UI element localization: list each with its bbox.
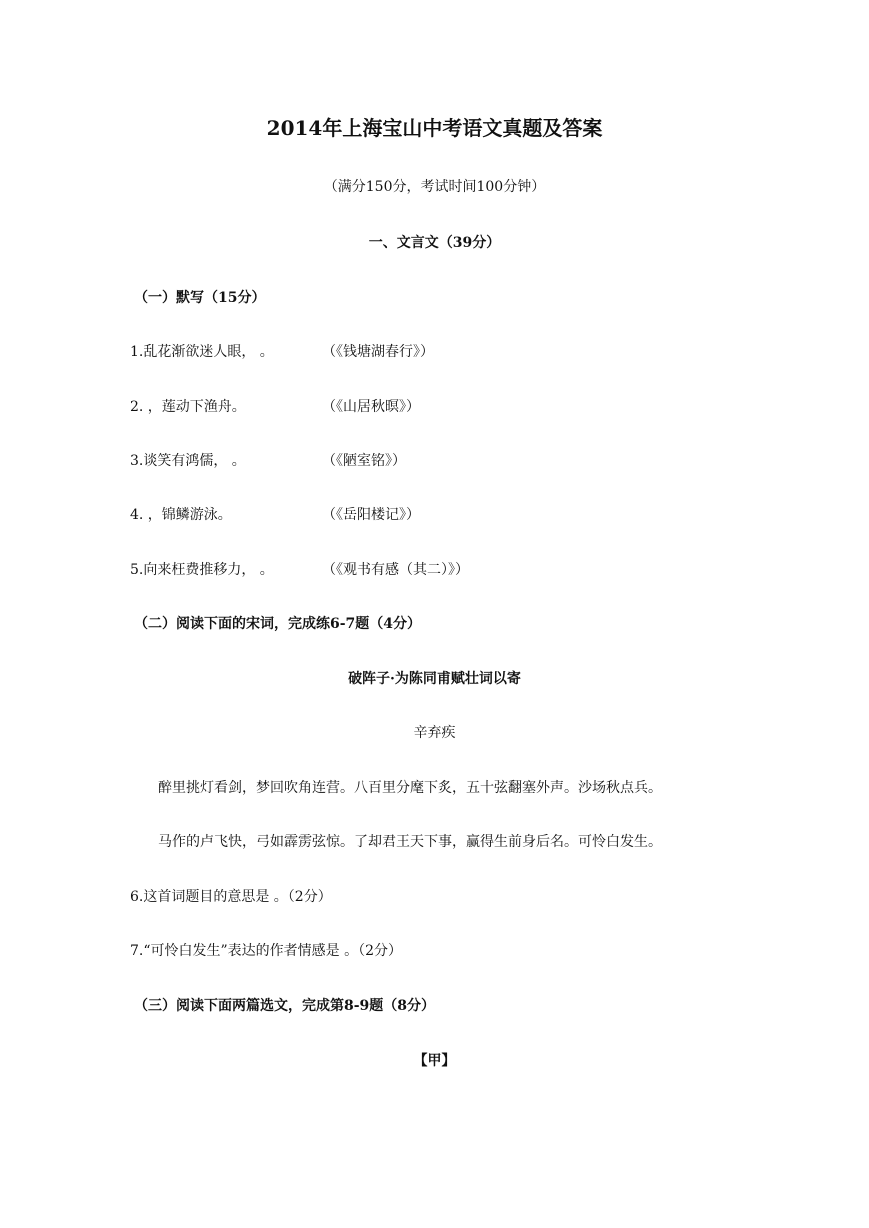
dictation-item-source: （《钱塘湖春行》） bbox=[322, 344, 434, 360]
poem-line: 马作的卢飞快，弓如霹雳弦惊。了却君王天下事，赢得生前身后名。可怜白发生。 bbox=[158, 834, 662, 850]
question-6: 6.这首词题目的意思是 。（2分） bbox=[130, 889, 332, 905]
part-heading-two-passages: （三）阅读下面两篇选文，完成第8-9题（8分） bbox=[134, 998, 436, 1014]
exam-info: （满分150分，考试时间100分钟） bbox=[323, 179, 546, 195]
part-heading-dictation: （一）默写（15分） bbox=[134, 290, 266, 306]
part-heading-song-ci: （二）阅读下面的宋词，完成练6-7题（4分） bbox=[134, 616, 422, 632]
dictation-item-text: 1.乱花渐欲迷人眼， 。 bbox=[130, 344, 274, 360]
dictation-item-text: 2. ，莲动下渔舟。 bbox=[130, 399, 246, 415]
dictation-item-source: （《观书有感（其二）》） bbox=[322, 562, 469, 578]
dictation-item-text: 3.谈笑有鸿儒， 。 bbox=[130, 453, 246, 469]
page-title: 2014年上海宝山中考语文真题及答案 bbox=[266, 116, 603, 140]
poem-author: 辛弃疾 bbox=[413, 725, 456, 741]
question-7: 7.“可怜白发生”表达的作者情感是 。（2分） bbox=[130, 943, 403, 959]
poem-line: 醉里挑灯看剑，梦回吹角连营。八百里分麾下炙，五十弦翻塞外声。沙场秋点兵。 bbox=[158, 780, 662, 796]
dictation-item-text: 4. ，锦鳞游泳。 bbox=[130, 507, 232, 523]
dictation-item-text: 5.向来枉费推移力， 。 bbox=[130, 562, 274, 578]
dictation-item-source: （《陋室铭》） bbox=[322, 453, 406, 469]
dictation-item-source: （《岳阳楼记》） bbox=[322, 507, 420, 523]
section-heading-classical-chinese: 一、文言文（39分） bbox=[368, 235, 501, 251]
passage-label-jia: 【甲】 bbox=[413, 1053, 456, 1069]
poem-title: 破阵子·为陈同甫赋壮词以寄 bbox=[348, 671, 521, 687]
dictation-item-source: （《山居秋暝》） bbox=[322, 399, 420, 415]
